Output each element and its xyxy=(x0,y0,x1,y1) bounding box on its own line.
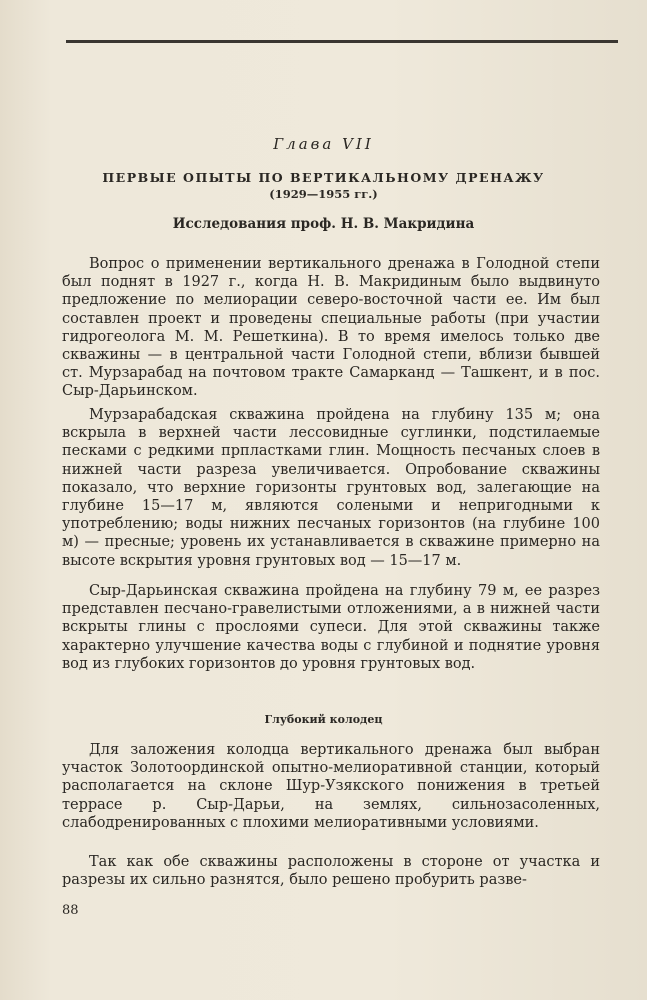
paragraph-3: Сыр-Дарьинская скважина пройдена на глубину 79 м, ее разрез представлен песчано-гравелистыми отложениями, а в нижней части вскрыты глины с прослоями супеси. Для этой скважины также характерно улучшение качества воды с глубиной и поднятие уровня вод из глубоких горизонтов до уровня грунтовых вод. xyxy=(62,583,600,672)
top-rule xyxy=(66,40,618,43)
page-number: 88 xyxy=(62,903,79,918)
section-heading: Исследования проф. Н. В. Макридина xyxy=(172,216,475,232)
paragraph-5: Так как обе скважины расположены в стороне от участка и разрезы их сильно разнятся, было решено пробурить разве- xyxy=(62,854,600,889)
chapter-title: ПЕРВЫЕ ОПЫТЫ ПО ВЕРТИКАЛЬНОМУ ДРЕНАЖУ xyxy=(102,170,545,185)
chapter-heading: Глава VII xyxy=(273,135,374,153)
paragraph-2: Мурзарабадская скважина пройдена на глубину 135 м; она вскрыла в верхней части лессовидные суглинки, подстилаемые песками с редкими прпластками глин. Мощность песчаных слоев в нижней части разреза увеличивается. Опробование скважины показало, что верхние горизонты грунтовых вод, залегающие на глубине 15—17 м, являются солеными и непригодными к употреблению; воды нижних песчаных горизонтов (на глубине 100 м) — пресные; уровень их устанавливается в скважине примерно на высоте вскрытия уровня грунтовых вод — 15—17 м. xyxy=(62,407,600,569)
subsection-heading: Глубокий колодец xyxy=(264,713,383,726)
paragraph-1: Вопрос о применении вертикального дренажа в Голодной степи был поднят в 1927 г., когда Н. В. Макридиным было выдвинуто предложение по мелиорации северо-восточной части ее. Им был составлен проект и проведены специальные работы (при участии гидрогеолога М. М. Решеткина). В то время имелось только две скважины — в центральной части Голодной степи, вблизи бывшей ст. Мурзарабад на почтовом тракте Самарканд — Ташкент, и в пос. Сыр-Дарьинском. xyxy=(62,256,600,400)
paragraph-4: Для заложения колодца вертикального дренажа был выбран участок Золотоординской опытно-мелиоративной станции, который располагается на склоне Шур-Узякского понижения в третьей террасе р. Сыр-Дарьи, на землях, сильнозасоленных, слабодренированных с плохими мелиоративными условиями. xyxy=(62,742,600,831)
chapter-years: (1929—1955 гг.) xyxy=(269,187,378,201)
